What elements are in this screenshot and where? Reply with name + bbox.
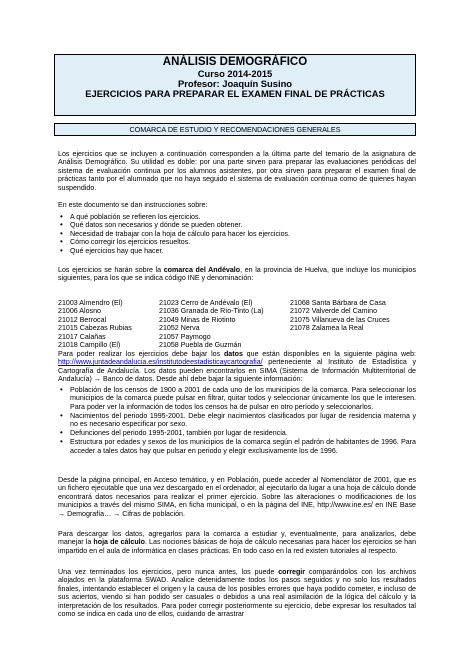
municipality: 21052 Nerva xyxy=(159,324,200,333)
list-item: • Estructura por edades y sexos de los municipios de la comarca según el padrón de habitantes de 1996. Para acceder a tales datos hay que pulsar en periodo y elegir exclusivamente los de 1996. xyxy=(58,438,416,455)
municipality: 21006 Alosno xyxy=(58,307,101,316)
municipality: 21036 Granada de Río-Tinto (La) xyxy=(159,307,264,316)
course-label: Curso 2014-2015 xyxy=(197,68,273,79)
list-item: • Defunciones del periodo 1995-2001, también por lugar de residencia. xyxy=(58,429,416,437)
section-title: COMARCA DE ESTUDIO Y RECOMENDACIONES GENERALES xyxy=(54,123,416,136)
municipality: 21017 Calañas xyxy=(58,332,106,341)
municipality: 21072 Valverde del Camino xyxy=(290,307,378,316)
list-item: • Nacimientos del periodo 1995-2001. Debe elegir nacimientos clasificados por lugar de residencia materna y no es necesario especificar por sexo. xyxy=(58,412,416,429)
nomenclator-paragraph: Desde la página principal, en Acceso temático, y en Población, puede acceder al Nomenclátor de 2001, que es un fichero ejecutable que una vez descargado en el ordenador, al ejecutarlo da lugar a una hoja de cálculo donde encontrará datos necesarios para realizar el primer ejercicio. Sobre las alteraciones o modificaciones de los municipios a través del mismo SIMA, en ficha municipal, o en la página del INE, http://www.ine.es/ en INE Base → Demografía… → Cifras de población. xyxy=(58,476,416,518)
list-item: • Cómo corregir los ejercicios resueltos. xyxy=(58,238,416,246)
municipalities-col-1 xyxy=(58,299,132,349)
municipality: 21015 Cabezas Rubias xyxy=(58,324,132,333)
municipality: 21075 Villanueva de las Cruces xyxy=(290,315,390,324)
municipality: 21018 Campillo (El) xyxy=(58,341,121,350)
municipalities-col-2 xyxy=(159,299,264,349)
spreadsheet-paragraph: Para descargar los datos, agregarlos para la comarca a estudiar y, eventualmente, para analizarlos, debe manejar la hoja de cálculo. Las nociones básicas de hoja de cálculo necesarias para hacer los ejercicios se han impartido en el aula de informática en clases prácticas. En todo caso en la red existen tutoriales al respecto. xyxy=(58,530,417,555)
municipality: 21023 Cerro de Andévalo (El) xyxy=(159,299,253,307)
municipality: 21058 Puebla de Guzmán xyxy=(159,341,242,350)
municipality: 21012 Berrocal xyxy=(58,315,107,324)
professor-label: Profesor: Joaquín Susino xyxy=(177,78,293,89)
instructions-list xyxy=(58,213,416,255)
municipality: 21078 Zalamea la Real xyxy=(290,324,364,333)
document-subtitle: EJERCICIOS PARA PREPARAR EL EXAMEN FINAL DE PRÁCTICAS xyxy=(85,88,385,99)
list-item: • Población de los censos de 1900 a 2001 de cada uno de los municipios de la comarca. Para seleccionar los municipios de la comarca puede pulsar en filtrar, quitar todos y seleccionar únicamente los que le interesen. Para poder ver la información de todos los censos ha de pulsar en otro período y seleccionarlos. xyxy=(58,386,416,411)
intro-paragraph: Los ejercicios que se incluyen a continuación corresponden a la última parte del temario de la asignatura de Análisis Demográfico. Su utilidad es doble: por una parte sirven para preparar las evaluaciones periódicas del sistema de evaluación continua por los alumnos asistentes, por otra sirven para preparar el examen final de prácticas tanto por el alumnado que no haya seguido el sistema de evaluación continua como de quienes hayan suspendido. xyxy=(58,150,416,192)
municipality: 21057 Paymogo xyxy=(159,332,211,341)
document-title: ANÁLISIS DEMOGRÁFICO xyxy=(162,56,308,68)
municipality: 21068 Santa Bárbara de Casa xyxy=(290,299,386,307)
correction-paragraph: Una vez terminados los ejercicios, pero nunca antes, los puede corregir comparándolos con los archivos alojados en la plataforma SWAD. Analice detenidamente todos los pasos seguidos y no solo los resultados finales, intentando establecer el origen y la causa de los posibles errores que haya podido cometer, e incluso de sus aciertos, viendo si han podido ser casuales o debidos a una real asimilación de la lógica del cálculo y la interpretación de los resultados. Para poder corregir posteriormente su ejercicio, debe expresar los resultados tal como se indica en cada uno de ellos, cuidando de arrastrar xyxy=(58,568,417,619)
comarca-name: comarca del Andévalo xyxy=(163,266,241,274)
list-item: • Qué ejercicios hay que hacer. xyxy=(58,247,416,255)
data-source-link[interactable]: http://www.juntadeandalucia.es/institutodeestadisticaycartografia/ xyxy=(58,358,263,367)
list-item: • A qué población se refieren los ejercicios. xyxy=(58,213,416,221)
data-paragraph: Para poder realizar los ejercicios debe bajar los datos que están disponibles en la siguiente página web: http://www.juntadeandalucia.es/institutodeestadisticaycartografia/ perteneciente al Instituto de Estadística y Cartografía de Andalucía. Los datos pueden encontrarlos en SIMA (Sistema de Información Multiterritorial de Andalucía) → Banco de datos. Desde ahí debe bajar la siguiente información: xyxy=(58,350,416,384)
municipalities-col-3 xyxy=(290,299,390,333)
list-item: • Qué datos son necesarios y dónde se pueden obtener. xyxy=(58,221,416,229)
municipality: 21049 Minas de Riotinto xyxy=(159,315,236,324)
municipality: 21003 Almendro (El) xyxy=(58,299,123,307)
document-header xyxy=(54,54,416,116)
data-items-list xyxy=(58,386,416,456)
instructions-intro: En este documento se dan instrucciones sobre: xyxy=(58,201,208,209)
comarca-paragraph: Los ejercicios se harán sobre la comarca del Andévalo, en la provincia de Huelva, que incluye los municipios siguientes, para los que se indica código INE y denominación: xyxy=(58,266,417,283)
list-item: • Necesidad de trabajar con la hoja de cálculo para hacer los ejercicios. xyxy=(58,230,416,238)
